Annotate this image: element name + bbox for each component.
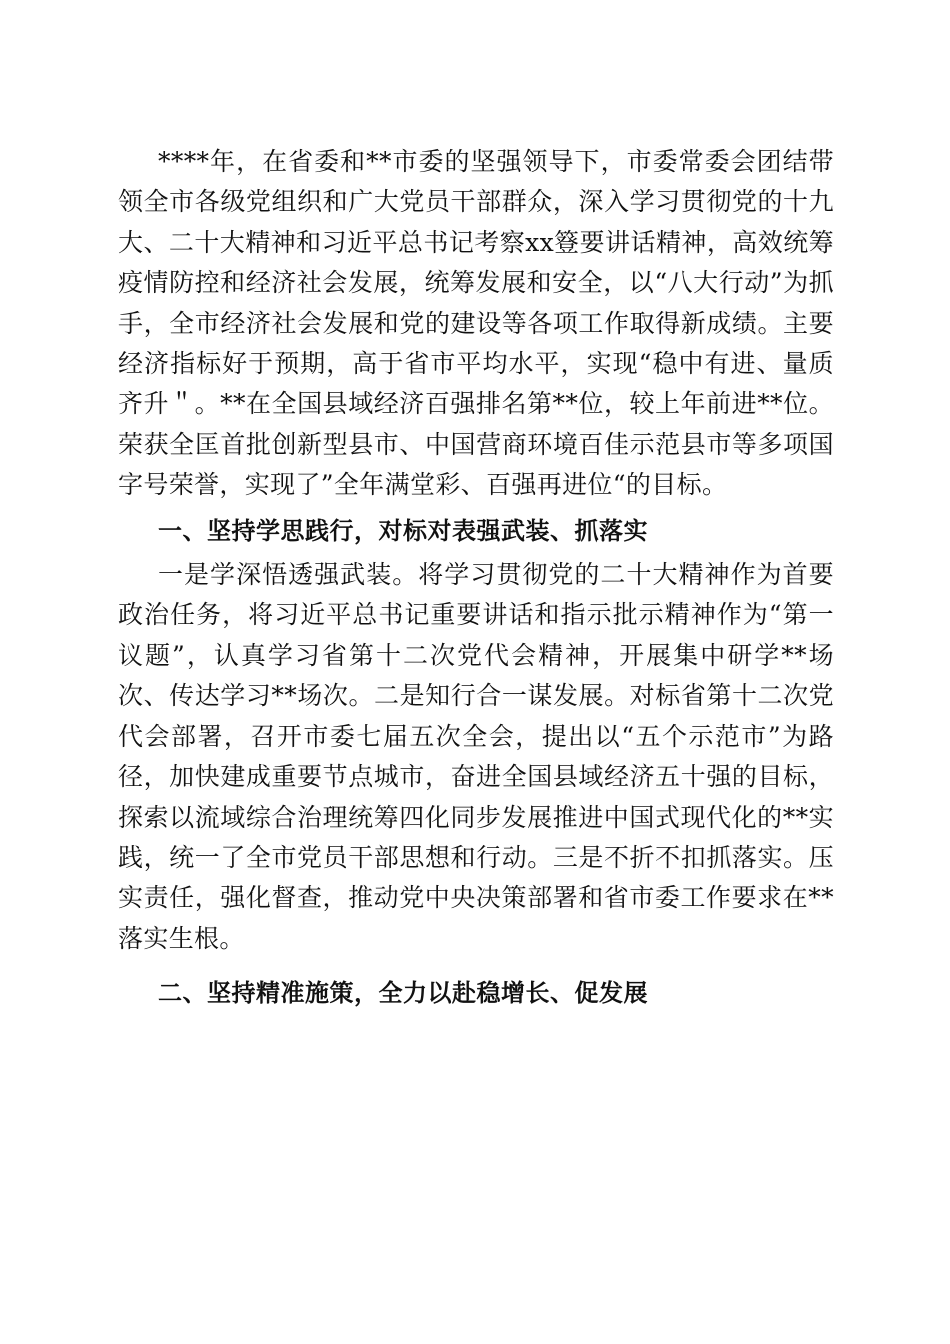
intro-paragraph: ****年，在省委和**市委的坚强领导下，市委常委会团结带领全市各级党组织和广大党员干部群众，深入学习贯彻党的十九大、二十大精神和习近平总书记考察xx簦要讲话精神，高效统筹疫情防控和经济社会发展，统筹发展和安全，以“八大行动”为抓手，全市经济社会发展和党的建设等各项工作取得新成绩。主要经济指标好于预期，高于省市平均水平，实现“稳中有进、量质齐升＂。**在全国县域经济百强排名第**位，较上年前进**位。荣获全匡首批创新型县市、中国营商环境百佳示范县市等多项国字号荣誉，实现了”全年满堂彩、百强再进位“的目标。 xyxy=(118,147,834,500)
section-1-heading: 一、坚持学思践行，对标对表强武装、抓落实 xyxy=(158,516,648,545)
document-body xyxy=(118,142,834,1018)
section-2-heading: 二、坚持精准施策，全力以赴稳增长、促发展 xyxy=(158,979,648,1008)
section-1-paragraph: 一是学深悟透强武装。将学习贯彻党的二十大精神作为首要政治任务，将习近平总书记重要讲话和指示批示精神作为“第一议题”，认真学习省第十二次党代会精神，开展集中研学**场次、传达学习**场次。二是知行合一谋发展。对标省第十二次党代会部署，召开市委七届五次全会，提出以“五个示范市”为路径，加快建成重要节点城市，奋进全国县域经济五十强的目标，探索以流域综合治理统筹四化同步发展推进中国式现代化的**实践，统一了全市党员干部思想和行动。三是不折不扣抓落实。压实责任，强化督查，推动党中央决策部署和省市委工作要求在**落实生根。 xyxy=(118,560,834,953)
